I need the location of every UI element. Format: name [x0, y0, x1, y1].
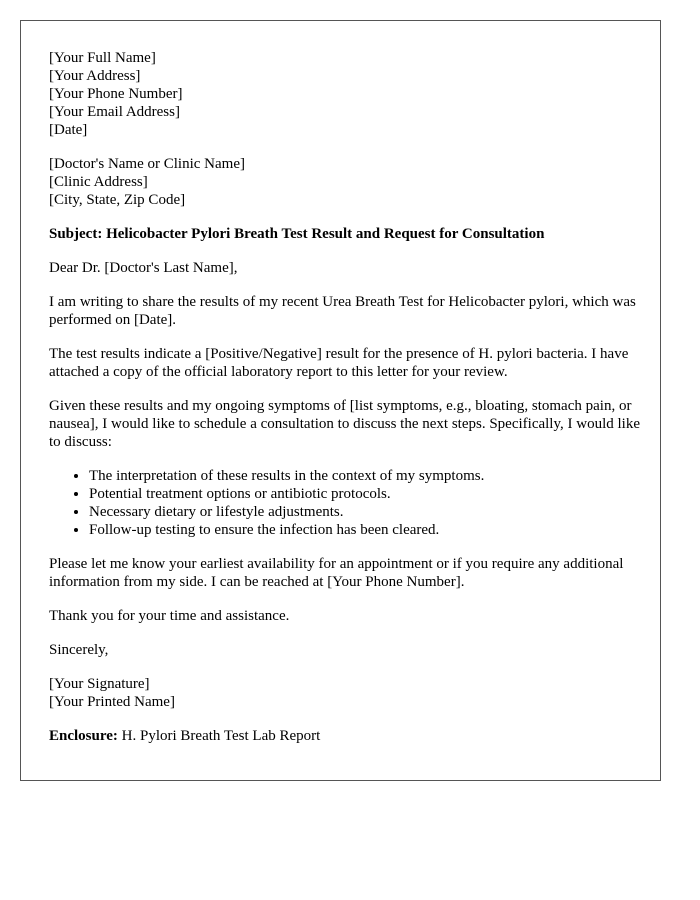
paragraph-results: The test results indicate a [Positive/Negative] result for the presence of H. pylori bacteria. I have attached a copy of the official laboratory report to this letter for your review.	[49, 346, 629, 380]
enclosure-label: Enclosure:	[49, 728, 118, 744]
paragraph-request: Given these results and my ongoing symptoms of [list symptoms, e.g., bloating, stomach pain, or nausea], I would like to schedule a consultation to discuss the next steps. Specifically, I would like to discuss:	[49, 398, 640, 450]
printed-name: [Your Printed Name]	[49, 694, 175, 710]
salutation: Dear Dr. [Doctor's Last Name],	[49, 260, 238, 276]
list-item: • Potential treatment options or antibiotic protocols.	[89, 485, 640, 503]
letter	[20, 20, 661, 781]
sender-email: [Your Email Address]	[49, 104, 180, 120]
recipient-block	[49, 155, 640, 209]
signature-block	[49, 675, 640, 711]
discussion-list	[49, 467, 640, 539]
paragraph-thanks: Thank you for your time and assistance.	[49, 608, 290, 624]
paragraph-intro: I am writing to share the results of my recent Urea Breath Test for Helicobacter pylori, which was performed on [Date].	[49, 294, 636, 328]
sender-phone: [Your Phone Number]	[49, 86, 183, 102]
recipient-address: [Clinic Address]	[49, 174, 148, 190]
sender-block	[49, 49, 640, 139]
subject-line	[49, 225, 640, 243]
recipient-city: [City, State, Zip Code]	[49, 192, 186, 208]
enclosure-text: H. Pylori Breath Test Lab Report	[117, 728, 321, 744]
list-item: • The interpretation of these results in the context of my symptoms.	[89, 467, 640, 485]
list-item: • Follow-up testing to ensure the infection has been cleared.	[89, 521, 640, 539]
signoff: Sincerely,	[49, 642, 109, 658]
signature: [Your Signature]	[49, 676, 150, 692]
recipient-name: [Doctor's Name or Clinic Name]	[49, 156, 245, 172]
enclosure	[49, 727, 640, 745]
sender-name: [Your Full Name]	[49, 50, 156, 66]
paragraph-availability: Please let me know your earliest availability for an appointment or if you require any additional information from my side. I can be reached at [Your Phone Number].	[49, 556, 624, 590]
letter-date: [Date]	[49, 122, 88, 138]
sender-address: [Your Address]	[49, 68, 141, 84]
subject-text: Subject: Helicobacter Pylori Breath Test Result and Request for Consultation	[49, 226, 545, 242]
list-item: • Necessary dietary or lifestyle adjustments.	[89, 503, 640, 521]
